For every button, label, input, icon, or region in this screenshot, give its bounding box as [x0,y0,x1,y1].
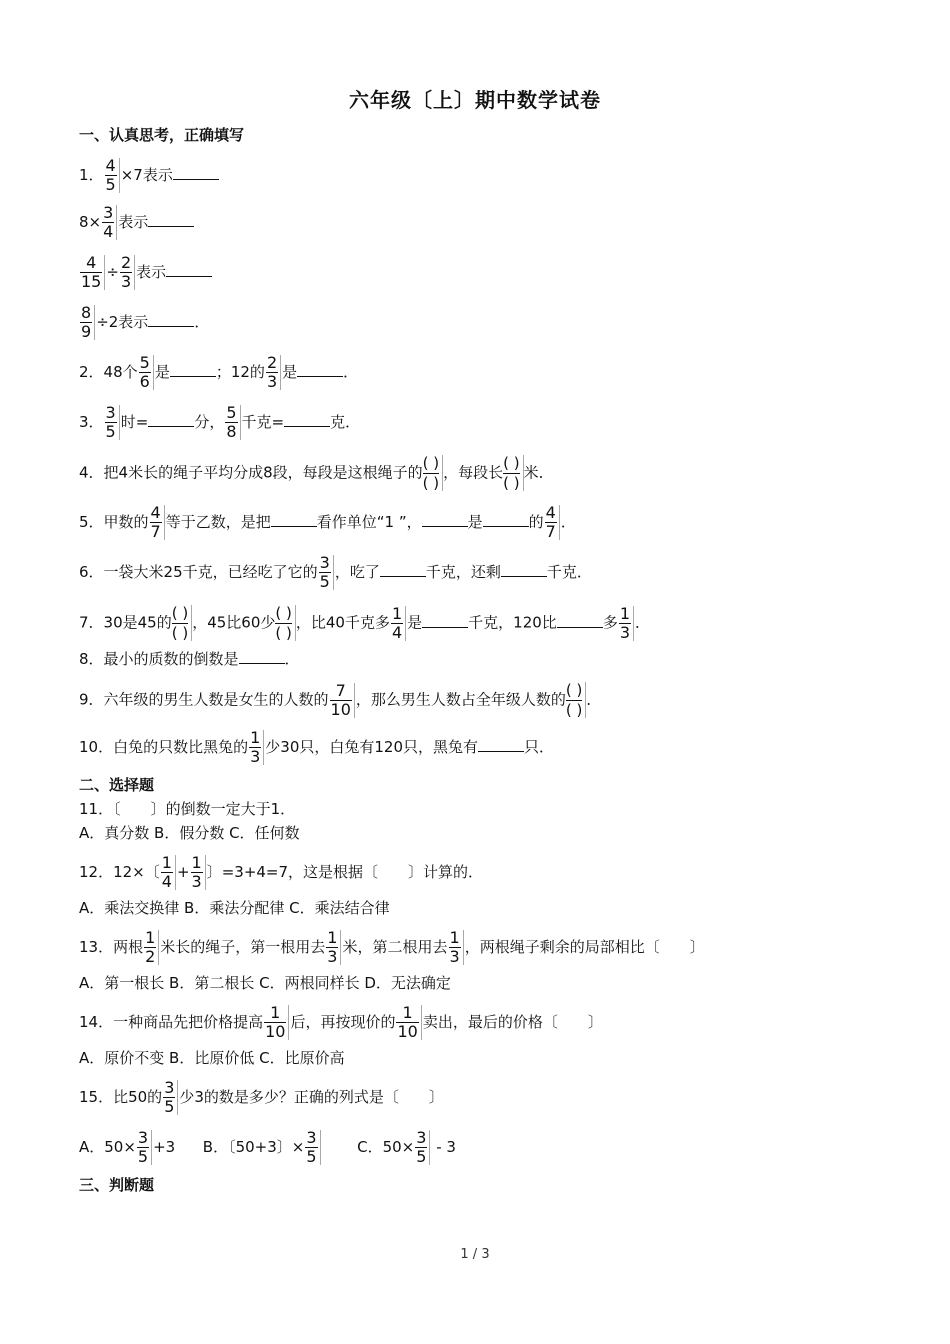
section-heading-fill-in: 一、认真思考，正确填写 [79,126,245,144]
q-text: ． [194,313,210,331]
page-title: 六年级〔上〕期中数学试卷 [349,88,601,112]
answer-blank[interactable] [422,512,468,527]
q-text: 1． [79,166,104,184]
question-15-options[interactable]: A．50× $\frac{3}{5}$ +3 B．〔50+3〕× $\frac{3}{5}$ C．50× $\frac{3}{5}$ - 3 [79,1128,456,1166]
question-11: 11．〔 〕的倒数一定大于1． [79,800,296,818]
answer-blank[interactable] [478,737,524,752]
fraction: $\frac{2}{3}$ [266,355,281,390]
fraction: $\frac{4}{7}$ [545,505,560,540]
question-5: 5．甲数的 $\frac{4}{7}$ 等于乙数，是把 看作单位“1 ”， 是 的 $\frac{4}{7}$ ． [79,503,576,541]
question-13-options[interactable]: A．第一根长 B．第二根长 C．两根同样长 D．无法确定 [79,974,451,992]
paren-fraction-blank[interactable]: ( ) ( ) [566,682,586,718]
answer-blank[interactable] [170,362,216,377]
answer-blank[interactable] [557,613,603,628]
fraction: $\frac{3}{4}$ [102,205,117,240]
question-7: 7．30是45的 ( ) ( ) ，45比60少 ( ) ( ) ，比40千克多 $\frac{1}{4}$ 是 千克，120比 多 $\frac{1}{3}$ ． [79,603,651,642]
fraction: $\frac{1}{10}$ [264,1005,289,1040]
question-10: 10．白兔的只数比黑兔的 $\frac{1}{3}$ 少30只，白兔有120只，黑兔有 只． [79,728,555,766]
fraction: $\frac{3}{5}$ [319,555,334,590]
fraction: $\frac{4}{7}$ [150,505,165,540]
paren-fraction-blank[interactable]: ( ) ( ) [423,455,443,491]
answer-blank[interactable] [271,512,317,527]
answer-blank[interactable] [173,165,219,180]
q-text: 8× [79,213,102,231]
paren-fraction-blank[interactable]: ( ) ( ) [172,605,192,641]
answer-blank[interactable] [166,262,212,277]
fraction: $\frac{1}{3}$ [249,730,264,765]
question-11-options[interactable]: A．真分数 B．假分数 C．任何数 [79,824,300,842]
answer-blank[interactable] [239,649,285,664]
page-number: 1 / 3 [460,1247,490,1262]
fraction: $\frac{3}{5}$ [137,1130,152,1165]
answer-blank[interactable] [297,362,343,377]
fraction: $\frac{3}{5}$ [163,1080,178,1115]
answer-blank[interactable] [148,312,194,327]
question-1d [79,305,209,340]
fraction: $\frac{1}{4}$ [391,606,406,641]
section-heading-choice: 二、选择题 [79,776,155,794]
fraction: $\frac{3}{5}$ [305,1130,320,1165]
fraction: $\frac{8}{9}$ [80,305,95,340]
question-3: 3． $\frac{3}{5}$ 时= 分， $\frac{5}{8}$ 千克= 克． [79,403,361,441]
q-text: ÷2表示 [96,313,149,331]
section-heading-true-false: 三、判断题 [79,1176,155,1194]
fraction: $\frac{7}{10}$ [330,683,355,718]
fraction: $\frac{1}{3}$ [449,930,464,965]
answer-blank[interactable] [148,412,194,427]
answer-blank[interactable] [148,212,194,227]
q-text: 表示 [136,263,167,281]
fraction: $\frac{3}{5}$ [415,1130,430,1165]
paren-fraction-blank[interactable]: ( ) ( ) [275,605,295,641]
fraction: $\frac{1}{3}$ [191,855,206,890]
q-text: 表示 [118,213,149,231]
fraction: $\frac{2}{3}$ [120,255,135,290]
answer-blank[interactable] [483,512,529,527]
question-8: 8．最小的质数的倒数是 ． [79,650,300,668]
question-12: 12．12×〔 $\frac{1}{4}$ + $\frac{1}{3}$ 〕=3+4=7，这是根据〔 〕计算的． [79,853,484,891]
question-1a [79,158,219,193]
answer-blank[interactable] [284,412,330,427]
q-text: ÷ [106,263,119,281]
fraction: $\frac{1}{10}$ [396,1005,421,1040]
question-9: 9．六年级的男生人数是女生的人数的 $\frac{7}{10}$ ，那么男生人数占全年级人数的 ( ) ( ) ． [79,680,602,719]
fraction: $\frac{3}{5}$ [105,405,120,440]
fraction: $\frac{5}{8}$ [225,405,240,440]
paren-fraction-blank[interactable]: ( ) ( ) [503,455,523,491]
fraction: $\frac{1}{3}$ [619,606,634,641]
question-6: 6．一袋大米25千克，已经吃了它的 $\frac{3}{5}$ ，吃了 千克，还剩 千克． [79,553,592,591]
question-12-options[interactable]: A．乘法交换律 B．乘法分配律 C．乘法结合律 [79,899,390,917]
question-1c [79,255,212,290]
question-4: 4．把4米长的绳子平均分成8段，每段是这根绳子的 ( ) ( ) ，每段长 ( ) ( ) 米． [79,454,554,492]
fraction: $\frac{1}{2}$ [144,930,159,965]
question-14: 14．一种商品先把价格提高 $\frac{1}{10}$ 后，再按现价的 $\frac{1}{10}$ 卖出，最后的价格〔 〕 [79,1003,603,1041]
fraction: $\frac{1}{3}$ [326,930,341,965]
question-2: 2．48个 $\frac{5}{6}$ 是 ；12的 $\frac{2}{3}$ 是 ． [79,353,359,391]
question-14-options[interactable]: A．原价不变 B．比原价低 C．比原价高 [79,1049,345,1067]
question-15: 15．比50的 $\frac{3}{5}$ 少3的数是多少？正确的列式是〔 〕 [79,1078,444,1116]
fraction: $\frac{4}{15}$ [80,255,105,290]
answer-blank[interactable] [501,562,547,577]
fraction: $\frac{1}{4}$ [161,855,176,890]
question-13: 13．两根 $\frac{1}{2}$ 米长的绳子，第一根用去 $\frac{1}{3}$ 米，第二根用去 $\frac{1}{3}$ ，两根绳子剩余的局部相比〔 〕 [79,928,705,966]
answer-blank[interactable] [422,613,468,628]
answer-blank[interactable] [380,562,426,577]
fraction: $\frac{5}{6}$ [139,355,154,390]
q-text: ×7表示 [120,166,173,184]
fraction: $\frac{4}{5}$ [105,158,120,193]
question-1b [79,205,194,240]
